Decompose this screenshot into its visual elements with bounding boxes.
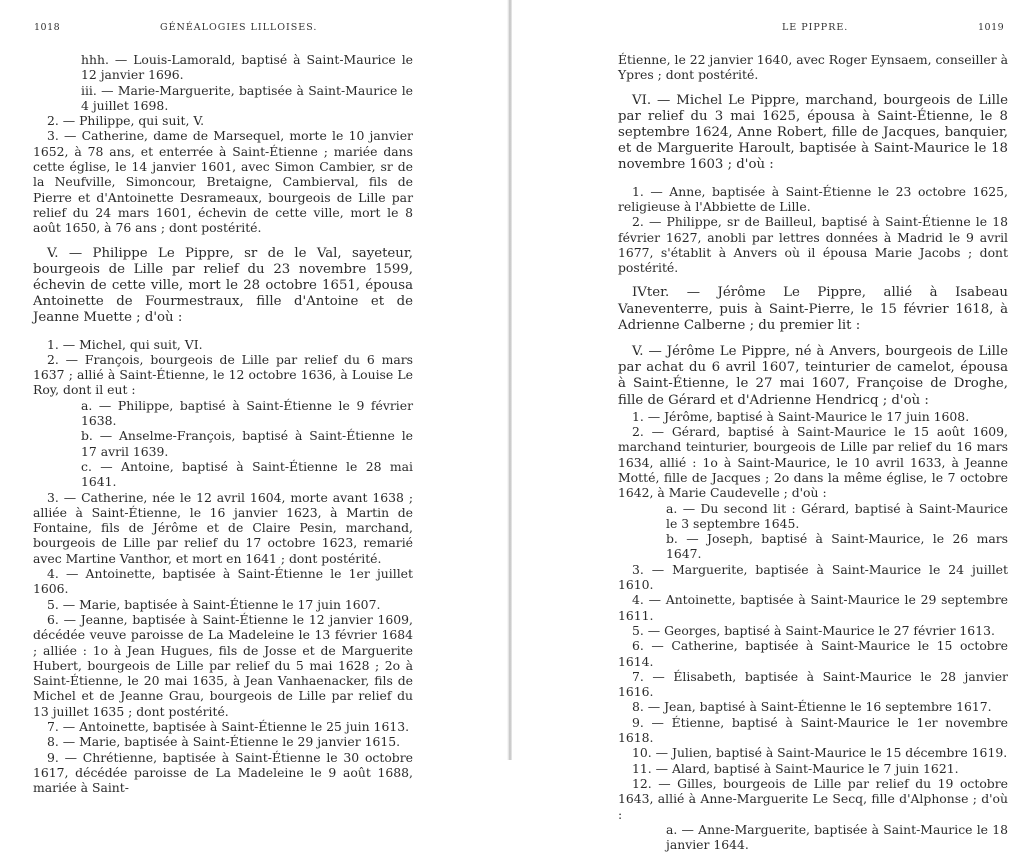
running-head: LE PIPPRE. (782, 22, 849, 33)
page-number: 1019 (978, 22, 1005, 33)
paragraph: 3. — Marguerite, baptisée à Saint-Maurice le 24 juillet 1610. (618, 561, 1008, 593)
paragraph: 12. — Gilles, bourgeois de Lille par relief du 19 octobre 1643, allié à Anne-Marguerite Le Secq, fille d'Alphonse ; d'où : (618, 775, 1008, 822)
paragraph: 5. — Marie, baptisée à Saint-Étienne le 17 juin 1607. (47, 596, 381, 612)
paragraph: 9. — Étienne, baptisé à Saint-Maurice le 1er novembre 1618. (618, 714, 1008, 746)
paragraph: b. — Joseph, baptisé à Saint-Maurice, le 26 mars 1647. (666, 531, 1008, 562)
paragraph: V. — Philippe Le Pippre, sr de le Val, sayeteur, bourgeois de Lille par relief du 23 novembre 1599, échevin de cette ville, mort le 28 octobre 1651, épousa Antoinette de Fourmestraux, fille d'Antoine et de Jeanne Muette ; d'où : (33, 245, 413, 326)
paragraph: 1. — Michel, qui suit, VI. (47, 336, 203, 352)
paragraph: 6. — Catherine, baptisée à Saint-Maurice le 15 octobre 1614. (618, 638, 1008, 669)
paragraph: Étienne, le 22 janvier 1640, avec Roger Eynsaem, conseiller à Ypres ; dont postérité. (618, 52, 1008, 83)
paragraph: 5. — Georges, baptisé à Saint-Maurice le 27 février 1613. (632, 622, 995, 638)
paragraph: V. — Jérôme Le Pippre, né à Anvers, bourgeois de Lille par achat du 6 avril 1607, teinturier de camelot, épousa à Saint-Étienne, le 27 mai 1607, Françoise de Droghe, fille de Gérard et d'Adrienne Hendricq ; d'où : (618, 344, 1008, 408)
paragraph: 4. — Antoinette, baptisée à Saint-Étienne le 1er juillet 1606. (33, 566, 413, 597)
paragraph: VI. — Michel Le Pippre, marchand, bourgeois de Lille par relief du 3 mai 1625, épousa à Saint-Étienne, le 8 septembre 1624, Anne Robert, fille de Jacques, banquier, et de Marguerite Haroult, baptisée à Saint-Maurice le 18 novembre 1603 ; d'où : (618, 92, 1008, 173)
paragraph: a. — Du second lit : Gérard, baptisé à Saint-Maurice le 3 septembre 1645. (666, 500, 1008, 531)
paragraph: 3. — Catherine, dame de Marsequel, morte le 10 janvier 1652, à 78 ans, et enterrée à Saint-Étienne ; mariée dans cette église, le 14 janvier 1601, avec Simon Cambier, sr de la Neufville, Simoncour, Bretaigne, Cambierval, fils de Pierre et d'Antoinette Desrameaux, bourgeois de Lille par relief du 24 mars 1601, échevin de cette ville, mort le 8 août 1650, à 76 ans ; dont postérité. (33, 128, 413, 236)
paragraph: iii. — Marie-Marguerite, baptisée à Saint-Maurice le 4 juillet 1698. (81, 82, 413, 113)
paragraph: 8. — Marie, baptisée à Saint-Étienne le 29 janvier 1615. (47, 734, 401, 750)
paragraph: 2. — Philippe, sr de Bailleul, baptisé à Saint-Étienne le 18 février 1627, anobli par lettres données à Madrid le 9 avril 1677, s'établit à Anvers où il épousa Marie Jacobs ; dont postérité. (618, 214, 1008, 276)
running-head: GÉNÉALOGIES LILLOISES. (160, 22, 318, 33)
paragraph: 2. — Gérard, baptisé à Saint-Maurice le 15 août 1609, marchand teinturier, bourgeois de Lille par relief du 16 mars 1634, allié : 1o à Saint-Maurice, le 10 avril 1633, à Jeanne Motté, fille de Jacques ; 2o dans la même église, le 7 octobre 1642, à Marie Caudevelle ; d'où : (618, 424, 1008, 501)
paragraph: 2. — François, bourgeois de Lille par relief du 6 mars 1637 ; allié à Saint-Étienne, le 12 octobre 1636, à Louise Le Roy, dont il eut : (33, 351, 413, 398)
paragraph: 7. — Antoinette, baptisée à Saint-Étienne le 25 juin 1613. (47, 719, 410, 734)
right-page (512, 0, 1024, 852)
paragraph: 2. — Philippe, qui suit, V. (47, 113, 205, 129)
paragraph: a. — Philippe, baptisé à Saint-Étienne le 9 février 1638. (81, 397, 413, 429)
paragraph: 8. — Jean, baptisé à Saint-Étienne le 16 septembre 1617. (632, 699, 992, 715)
paragraph: hhh. — Louis-Lamorald, baptisé à Saint-Maurice le 12 janvier 1696. (81, 52, 413, 83)
paragraph: b. — Anselme-François, baptisé à Saint-Étienne le 17 avril 1639. (81, 428, 413, 459)
left-page (0, 0, 510, 796)
paragraph: a. — Anne-Marguerite, baptisée à Saint-Maurice le 18 janvier 1644. (666, 821, 1008, 852)
paragraph: IVter. — Jérôme Le Pippre, allié à Isabeau Vaneventerre, puis à Saint-Pierre, le 15 février 1618, à Adrienne Calberne ; du premier lit : (618, 285, 1008, 333)
paragraph: 3. — Catherine, née le 12 avril 1604, morte avant 1638 ; alliée à Saint-Étienne, le 16 janvier 1623, à Martin de Fontaine, fils de Jérôme et de Claire Pesin, marchand, bourgeois de Lille par relief du 17 octobre 1623, remarié avec Martine Vanthor, et mort en 1641 ; dont postérité. (33, 489, 413, 566)
paragraph: 1. — Anne, baptisée à Saint-Étienne le 23 octobre 1625, religieuse à l'Abbiette de Lille. (618, 183, 1008, 214)
page-number: 1018 (34, 22, 61, 33)
page-body (618, 52, 1008, 852)
page-body (33, 52, 413, 795)
paragraph: 1. — Jérôme, baptisé à Saint-Maurice le 17 juin 1608. (632, 408, 970, 424)
paragraph: 6. — Jeanne, baptisée à Saint-Étienne le 12 janvier 1609, décédée veuve paroisse de La Madeleine le 13 février 1684 ; alliée : 1o à Jean Hugues, fils de Josse et de Marguerite Hubert, bourgeois de Lille par relief du 5 mai 1628 ; 2o à Saint-Étienne, le 20 mai 1635, à Jean Vanhaenacker, fils de Michel et de Jeanne Grau, bourgeois de Lille par relief du 13 juillet 1635 ; dont postérité. (33, 611, 413, 719)
paragraph: 10. — Julien, baptisé à Saint-Maurice le 15 décembre 1619. (632, 745, 1008, 761)
paragraph: 7. — Élisabeth, baptisée à Saint-Maurice le 28 janvier 1616. (618, 668, 1008, 700)
paragraph: 9. — Chrétienne, baptisée à Saint-Étienne le 30 octobre 1617, décédée paroisse de La Madeleine le 9 août 1688, mariée à Saint- (33, 749, 413, 796)
paragraph: c. — Antoine, baptisé à Saint-Étienne le 28 mai 1641. (81, 458, 413, 490)
paragraph: 4. — Antoinette, baptisée à Saint-Maurice le 29 septembre 1611. (618, 592, 1008, 623)
paragraph: 11. — Alard, baptisé à Saint-Maurice le 7 juin 1621. (632, 760, 959, 776)
